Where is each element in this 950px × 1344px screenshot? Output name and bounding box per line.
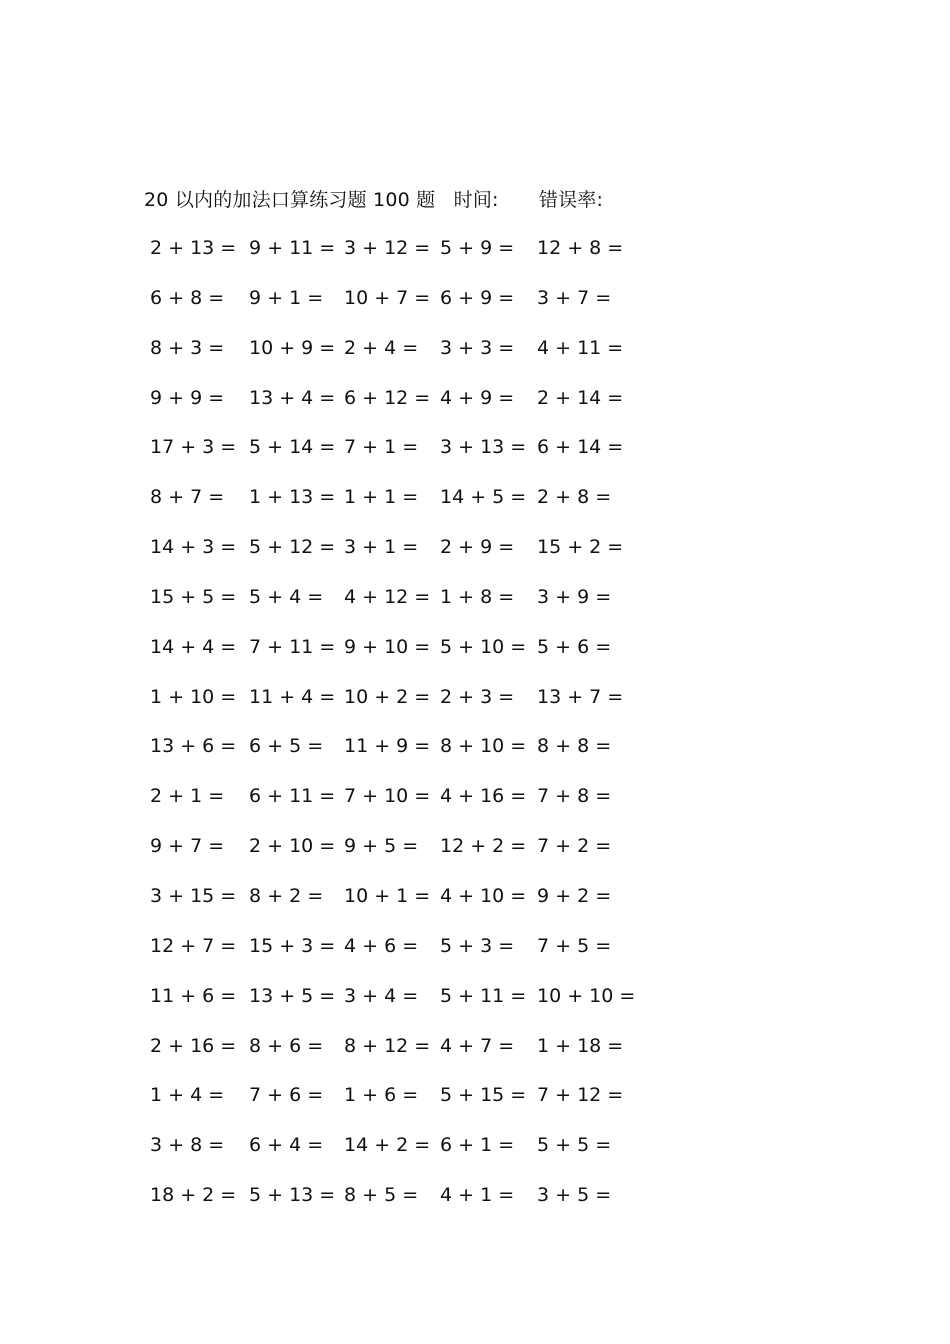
problem-item: 2 + 16 = — [150, 1034, 237, 1057]
problem-item: 5 + 4 = — [249, 585, 324, 608]
problem-item: 6 + 5 = — [249, 735, 324, 758]
problem-item: 7 + 1 = — [344, 436, 419, 459]
problem-item: 4 + 6 = — [344, 934, 419, 957]
problem-row — [148, 730, 708, 780]
problem-item: 9 + 1 = — [249, 286, 324, 309]
problem-item: 7 + 12 = — [537, 1084, 624, 1107]
problem-item: 8 + 5 = — [344, 1184, 419, 1207]
problem-item: 5 + 13 = — [249, 1184, 336, 1207]
problem-item: 10 + 1 = — [344, 884, 431, 907]
problem-item: 10 + 2 = — [344, 685, 431, 708]
problem-item: 6 + 1 = — [440, 1134, 515, 1157]
problem-row — [148, 282, 708, 332]
problem-item: 5 + 14 = — [249, 436, 336, 459]
problem-item: 7 + 11 = — [249, 635, 336, 658]
problem-item: 9 + 2 = — [537, 884, 612, 907]
problem-row — [148, 980, 708, 1030]
problem-item: 11 + 6 = — [150, 984, 237, 1007]
problem-row — [148, 1129, 708, 1179]
problem-item: 6 + 11 = — [249, 785, 336, 808]
problem-item: 7 + 10 = — [344, 785, 431, 808]
problem-item: 2 + 9 = — [440, 536, 515, 559]
problem-row — [148, 1030, 708, 1080]
problem-item: 10 + 7 = — [344, 286, 431, 309]
problem-item: 7 + 2 = — [537, 835, 612, 858]
problem-row — [148, 531, 708, 581]
problem-item: 5 + 15 = — [440, 1084, 527, 1107]
problem-item: 5 + 11 = — [440, 984, 527, 1007]
problem-item: 3 + 15 = — [150, 884, 237, 907]
problem-item: 3 + 4 = — [344, 984, 419, 1007]
problem-item: 15 + 2 = — [537, 536, 624, 559]
problem-item: 1 + 18 = — [537, 1034, 624, 1057]
problem-item: 1 + 10 = — [150, 685, 237, 708]
problem-item: 12 + 2 = — [440, 835, 527, 858]
problem-item: 2 + 1 = — [150, 785, 225, 808]
problem-item: 2 + 3 = — [440, 685, 515, 708]
problem-item: 15 + 5 = — [150, 585, 237, 608]
problem-item: 8 + 10 = — [440, 735, 527, 758]
problem-item: 4 + 7 = — [440, 1034, 515, 1057]
problem-item: 13 + 5 = — [249, 984, 336, 1007]
problem-row — [148, 930, 708, 980]
problem-item: 11 + 9 = — [344, 735, 431, 758]
problem-item: 13 + 4 = — [249, 386, 336, 409]
problem-item: 7 + 6 = — [249, 1084, 324, 1107]
problem-item: 4 + 16 = — [440, 785, 527, 808]
problem-item: 4 + 10 = — [440, 884, 527, 907]
problem-item: 4 + 9 = — [440, 386, 515, 409]
problem-row — [148, 581, 708, 631]
problem-row — [148, 880, 708, 930]
problem-item: 8 + 2 = — [249, 884, 324, 907]
problem-row — [148, 431, 708, 481]
problem-item: 14 + 3 = — [150, 536, 237, 559]
problem-item: 1 + 13 = — [249, 486, 336, 509]
problem-row — [148, 481, 708, 531]
problem-item: 4 + 11 = — [537, 336, 624, 359]
problem-row — [148, 631, 708, 681]
problem-item: 3 + 7 = — [537, 286, 612, 309]
problem-item: 1 + 4 = — [150, 1084, 225, 1107]
problem-item: 6 + 4 = — [249, 1134, 324, 1157]
problem-item: 11 + 4 = — [249, 685, 336, 708]
problem-item: 9 + 9 = — [150, 386, 225, 409]
problem-item: 2 + 13 = — [150, 237, 237, 259]
problem-item: 8 + 3 = — [150, 336, 225, 359]
problem-row — [148, 1079, 708, 1129]
problem-item: 10 + 10 = — [537, 984, 636, 1007]
error-rate-label: 错误率: — [538, 189, 604, 211]
problem-item: 3 + 5 = — [537, 1184, 612, 1207]
problem-item: 5 + 3 = — [440, 934, 515, 957]
problem-item: 3 + 3 = — [440, 336, 515, 359]
problem-item: 5 + 6 = — [537, 635, 612, 658]
problem-item: 14 + 2 = — [344, 1134, 431, 1157]
problem-item: 5 + 9 = — [440, 237, 515, 259]
problem-item: 2 + 10 = — [249, 835, 336, 858]
problem-item: 9 + 11 = — [249, 237, 336, 259]
problem-item: 5 + 5 = — [537, 1134, 612, 1157]
problem-item: 13 + 7 = — [537, 685, 624, 708]
problem-item: 13 + 6 = — [150, 735, 237, 758]
worksheet-header — [144, 186, 603, 214]
problem-item: 3 + 12 = — [344, 237, 431, 259]
problem-item: 8 + 6 = — [249, 1034, 324, 1057]
problem-item: 1 + 8 = — [440, 585, 515, 608]
problem-item: 2 + 4 = — [344, 336, 419, 359]
problem-item: 18 + 2 = — [150, 1184, 237, 1207]
problem-item: 6 + 12 = — [344, 386, 431, 409]
problem-item: 8 + 7 = — [150, 486, 225, 509]
problem-item: 12 + 7 = — [150, 934, 237, 957]
problem-item: 17 + 3 = — [150, 436, 237, 459]
problem-item: 6 + 9 = — [440, 286, 515, 309]
problem-item: 6 + 8 = — [150, 286, 225, 309]
problem-item: 1 + 1 = — [344, 486, 419, 509]
problem-item: 10 + 9 = — [249, 336, 336, 359]
problem-item: 4 + 1 = — [440, 1184, 515, 1207]
problem-item: 3 + 1 = — [344, 536, 419, 559]
problem-row — [148, 332, 708, 382]
problem-item: 9 + 10 = — [344, 635, 431, 658]
problem-item: 12 + 8 = — [537, 237, 624, 259]
problem-item: 5 + 10 = — [440, 635, 527, 658]
problem-item: 9 + 5 = — [344, 835, 419, 858]
problem-item: 14 + 4 = — [150, 635, 237, 658]
problem-item: 3 + 13 = — [440, 436, 527, 459]
worksheet-title: 20 以内的加法口算练习题 100 题 — [144, 189, 436, 211]
problem-item: 3 + 8 = — [150, 1134, 225, 1157]
problem-row — [148, 1179, 708, 1229]
problem-item: 15 + 3 = — [249, 934, 336, 957]
problem-item: 14 + 5 = — [440, 486, 527, 509]
problem-item: 3 + 9 = — [537, 585, 612, 608]
problem-item: 9 + 7 = — [150, 835, 225, 858]
time-label: 时间: — [453, 189, 499, 211]
problem-item: 4 + 12 = — [344, 585, 431, 608]
problem-row — [148, 382, 708, 432]
problem-item: 8 + 8 = — [537, 735, 612, 758]
problem-item: 1 + 6 = — [344, 1084, 419, 1107]
problem-row — [148, 780, 708, 830]
problem-row — [148, 830, 708, 880]
problem-item: 6 + 14 = — [537, 436, 624, 459]
problem-item: 7 + 8 = — [537, 785, 612, 808]
problem-item: 7 + 5 = — [537, 934, 612, 957]
problem-item: 2 + 14 = — [537, 386, 624, 409]
problem-row — [148, 681, 708, 731]
problem-grid — [148, 232, 708, 1229]
problem-item: 8 + 12 = — [344, 1034, 431, 1057]
problem-item: 5 + 12 = — [249, 536, 336, 559]
problem-item: 2 + 8 = — [537, 486, 612, 509]
problem-row — [148, 232, 708, 282]
